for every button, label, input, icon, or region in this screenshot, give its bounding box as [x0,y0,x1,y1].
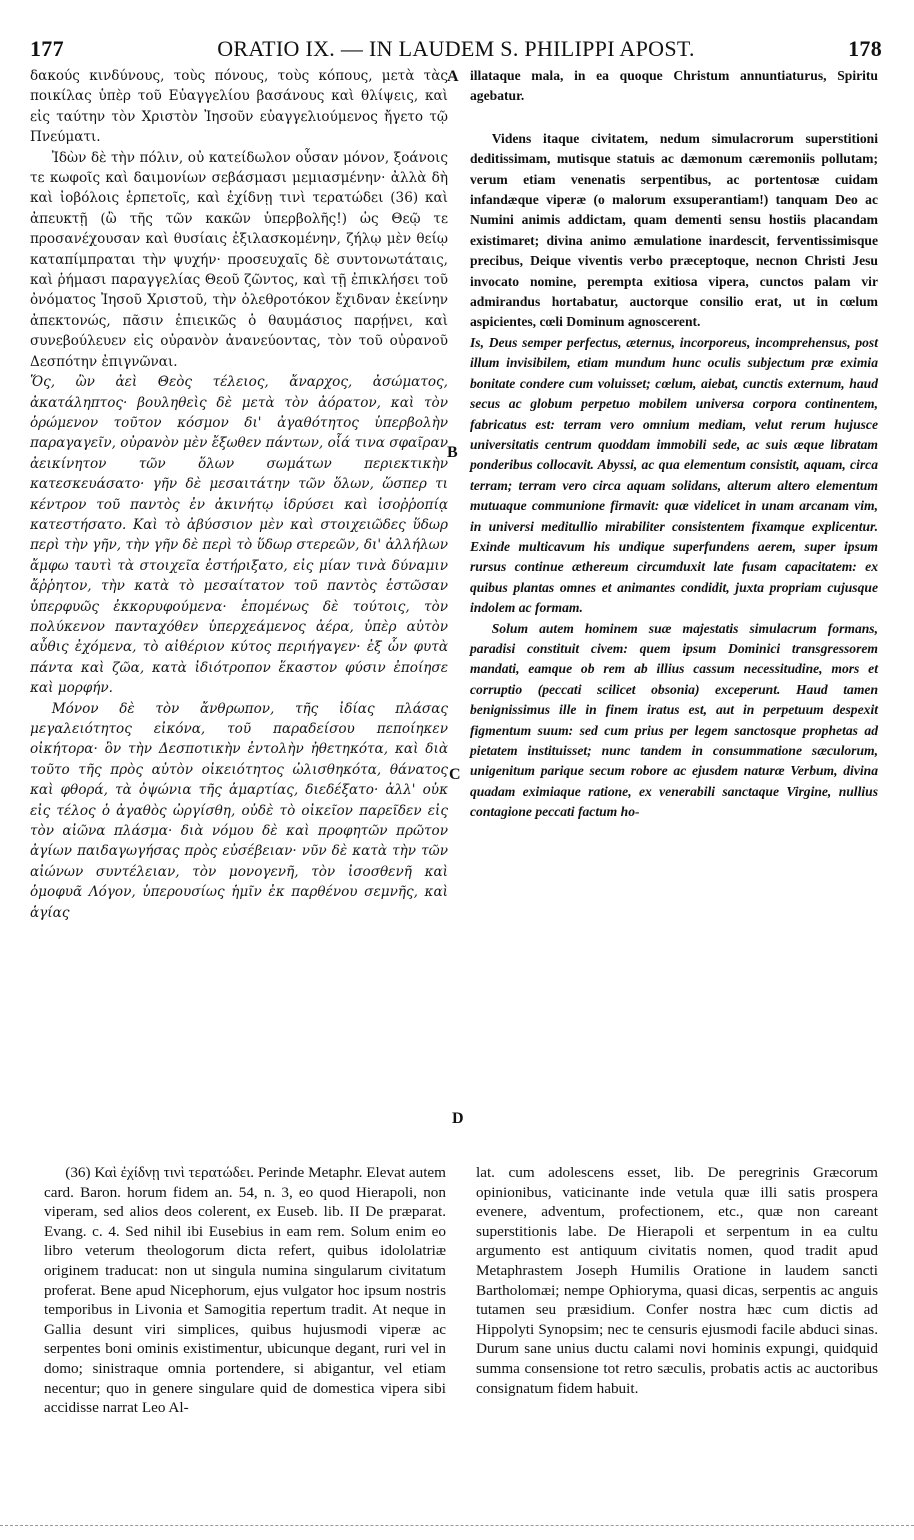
margin-letter-b: B [447,444,458,461]
latin-column [470,66,878,823]
page-number-left: 177 [30,36,64,61]
margin-letter-a: A [447,68,459,85]
bottom-rule [0,1525,914,1527]
greek-paragraph: Μόνον δὲ τὸν ἄνθρωπον, τῆς ἰδίας πλάσας μεγαλειότητος εἰκόνα, τοῦ παραδείσου πεποίηκεν οἰκήτορα· ὃν τὴν Δεσποτικὴν ἐντολὴν ἠθετηκότα, καὶ διὰ τοῦτο τῆς πρὸς αὐτὸν οἰκειότητος ὠλισθηκότα, θάνατος καὶ φθορά, τὰ ὀψώνια τῆς ἁμαρτίας, διεδέξατο· ἀλλ' οὐκ εἰς τέλος ὁ ἀγαθὸς ὠργίσθη, οὐδὲ τὸ οἰκεῖον παρεῖδεν εἰς τὸν αἰῶνα πλάσμα· διὰ νόμου δὲ καὶ προφητῶν πρῶτον ἀγίων παιδαγωγήσας πρὸς εὐσέβειαν· νῦν δὲ κατὰ τὴν τῶν αἰώνων συντέλειαν, τὸν μονογενῆ, τὸν ἰσοσθενῆ καὶ ὁμοφυᾶ Λόγον, ὑπερουσίως ἡμῖν ἐκ παρθένου σεμνῆς, καὶ ἁγίας [30,700,448,921]
latin-paragraph: Is, Deus semper perfectus, æternus, incorporeus, incomprehensus, post illum invisibilem, etiam mundum hunc oculis subjectum præ eximia bonitate condere cum voluisset; cœlum, aiebat, cunctis externum, haud secus ac globum perpetuo mobilem universa corpora continentem, fabricatus est: terram vero omnium mediam, velut rerum hujusce universitatis centrum quoddam immobili sede, ac suis æque libratam ponderibus collocavit. Abyssi, ac qua elementum consistit, aquam, circa terram; terram vero circa aquam solidans, alterum altero elementum mutuaque communione firmavit: quæ videlicet in unam arcanam vim, in universi meditullio mirabiliter consistentem fixamque explicentur. Exinde multicavum his undique superfundens aerem, super ipsum rursus continue æthereum circumduxit late fusam capacitatem: ex quibus plantas omnes et animantes condidit, juxta propriam cujusque indolem ac formam. [470,334,878,616]
margin-letter-c: C [449,766,461,783]
page-header [30,36,882,66]
greek-paragraph: δακούς κινδύνους, τοὺς πόνους, τοὺς κόπους, μετὰ τὰς ποικίλας ὑπὲρ τοῦ Εὐαγγελίου βασάνους καὶ θλίψεις, καὶ εἰς ταύτην τὸν Χριστὸν Ἰησοῦν εὐαγγελιούμενος ἤγετο τῷ Πνεύματι. [30,68,448,146]
footnote-text: lat. cum adolescens esset, lib. De peregrinis Græcorum opinionibus, vaticinante inde vetula quæ illi satis prospera evenere, adventum, profectionem, etc., quæ non careant superstitionis labe. De Hierapoli et serpentum in ea cultu argumento est antiquum civitatis nomen, quod tradit apud Metaphrastem Joseph Humilis Oratione in laudem sancti Bartholomæi; nempe Ophioryma, quasi dicas, serpentis ac anguis tutamen seu præsidium. Confer nostra hæc cum dictis ad Hippolyti Synopsim; nec te censuris ejusmodi facile abduci sinas. Durum sane unius ductu calami novi hominis expungi, quidquid summa consensione tot retro sæculis, probatis actis ac auctoribus consignatum fidem habuit. [476,1164,878,1397]
latin-paragraph: Solum autem hominem suæ majestatis simulacrum formans, paradisi constituit civem: quem ipsum Dominici transgressorem mandati, eamque ob rem ab illius cassum necessitudine, mors et corruptio (peccati scilicet obsonia) exceperunt. Haud tamen benignissimus ille in finem iratus est, aut in perpetuum despexit figmentum suum: sed cum prius per legem sanctosque prophetas ad pietatem instituisset; nunc tandem in consummatione sæculorum, unigenitum parique secum robore ac ejusdem naturæ Verbum, divina quadam eximiaque ratione, ex venerabili sanctaque Virgine, nullius contagione peccati factum ho- [470,620,878,820]
latin-paragraph: illataque mala, in ea quoque Christum annuntiaturus, Spiritu agebatur. [470,68,878,104]
footnote-right [476,1163,878,1398]
margin-letter-d: D [452,1110,464,1127]
greek-paragraph: Ἰδὼν δὲ τὴν πόλιν, οὐ κατείδωλον οὖσαν μόνον, ξοάνοις τε κωφοῖς καὶ δαιμονίων σεβάσμασι μεμιασμένην· ἀλλὰ δὴ καὶ ἰοβόλοις ἑρπετοῖς, καὶ ἐχίδνῃ τινὶ τερατώδει (36) καὶ ἀπευκτῇ (ὢ τῆς τῶν κακῶν ὑπερβολῆς!) ὡς Θεῷ τε προσανέχουσαν καὶ θυσίαις ἐξιλασκομένην, ζήλῳ μὲν θείῳ καταπίμπραται τὴν ψυχήν· προσευχαῖς δὲ συντονωτάταις, καὶ ῥήμασι παραγγελίας Θεοῦ ζῶντος, καὶ τῇ ἐπικλήσει τοῦ ὀνόματος Ἰησοῦ Χριστοῦ, τὴν ὀλεθροτόκον ἔχιδναν ἐκείνην ἀπεκτονώς, πᾶσιν ἐπιεικῶς ὁ θαυμάσιος παρῄνει, καὶ συνεβούλευεν εἰς οὐρανὸν ἀνανεύοντας, τὸν τοῦ οὐρανοῦ Δεσπότην ἐπιγνῶναι. [30,149,448,370]
footnote-left [44,1163,446,1418]
footnote-text: (36) Καὶ ἐχίδνῃ τινὶ τερατώδει. Perinde Metaphr. Elevat autem card. Baron. horum fidem an. 54, n. 3, eo quod Hierapoli, non viperam, sed alios deos colerent, ex Euseb. lib. II De præparat. Evang. c. 4. Sed nihil ibi Eusebius in eam rem. Solum enim eo libro veterum theologorum dicta refert, quibus idololatriæ originem traducat: non ut singula numina singularum civitatum proferat. Bene apud Nicephorum, ejus vulgator hoc ipsum nostris temporibus in Livonia et Samogitia repertum tradit. At neque in Gallia desunt viri simplices, quibus hujusmodi viperæ ac serpentes boni ominis existimentur, ubicunque degant, ruri vel in domo; sinistraque omnia portendere, si abigantur, vel etiam necentur; quo in genere singulare quid de domestica vipera sibi accidisse narrat Leo Al- [44,1164,446,1417]
page-number-right: 178 [848,36,882,61]
greek-column [30,66,448,923]
greek-paragraph: Ὅς, ὢν ἀεὶ Θεὸς τέλειος, ἄναρχος, ἀσώματος, ἀκατάληπτος· βουληθεὶς δὲ μετὰ τὸν ἀόρατον, καὶ τὸν ὁρώμενον τοῦτον κόσμον δι' ἀγαθότητος ὑπερβολὴν παραγαγεῖν, οὐρανὸν μὲν ἔξωθεν πάντων, οἷά τινα σφαῖραν ἀεικίνητον τῶν ὅλων σωμάτων περιεκτικὴν κατεσκευάσατο· γῆν δὲ μεσαιτάτην τῶν ὅλων, ὥσπερ τι κέντρον τοῦ παντὸς ἐν ἀκινήτῳ ἱδρύσει καὶ ἰσοῤῥοπίᾳ κατεστήσατο. Καὶ τὸ ἀβύσσιον μὲν καὶ στοιχειῶδες ὕδωρ περὶ τὴν γῆν, τὴν γῆν δὲ περὶ τὸ ὕδωρ στερεῶν, δι' ἀλλήλων ἄμφω ταυτὶ τὰ στοιχεῖα ἐστήριξατο, εἰς μίαν τινὰ δύναμιν ἄῤῥητον, τὴν κατὰ τὸ μεσαίτατον τοῦ παντὸς ἑστῶσαν ὑπερφυῶς ἐκκορυφούμενα· ἑπομένως δὲ τούτοις, τὸν πολύκενον πανταχόθεν ὑπερχεάμενος ἀέρα, ὑπὲρ αὐτὸν αὖθις ἐχόμενα, τὸ αἰθέριον κύτος περιήγαγεν· ἐξ ὧν φυτὰ πάντα καὶ ζῶα, κατὰ ἰδιότροπον ἕκαστον φύσιν ἐποίησε καὶ μορφήν. [30,374,448,697]
latin-paragraph: Videns itaque civitatem, nedum simulacrorum superstitioni deditissimam, mutisque statuis ac dæmonum cæremoniis pollutam; verum etiam venenatis serpentibus, ac portentosæ cuidam infandæque viperæ (o malorum exsuperantiam!) tanquam Deo ac Numini animis addictam, quam dementi sensu hostiis placandam existimaret; divina animo æmulatione inardescit, ferventissimisque precibus, Deique viventis verbo præceptoque, necnon Christi Jesu invocato nomine, perempta exitiosa vipera, cunctos palam vir admirandus hortabatur, auctorque consilio erat, ut in cœlum aspicientes, cœli Dominum agnoscerent. [470,130,878,330]
running-title: ORATIO IX. — IN LAUDEM S. PHILIPPI APOST. [217,36,695,61]
